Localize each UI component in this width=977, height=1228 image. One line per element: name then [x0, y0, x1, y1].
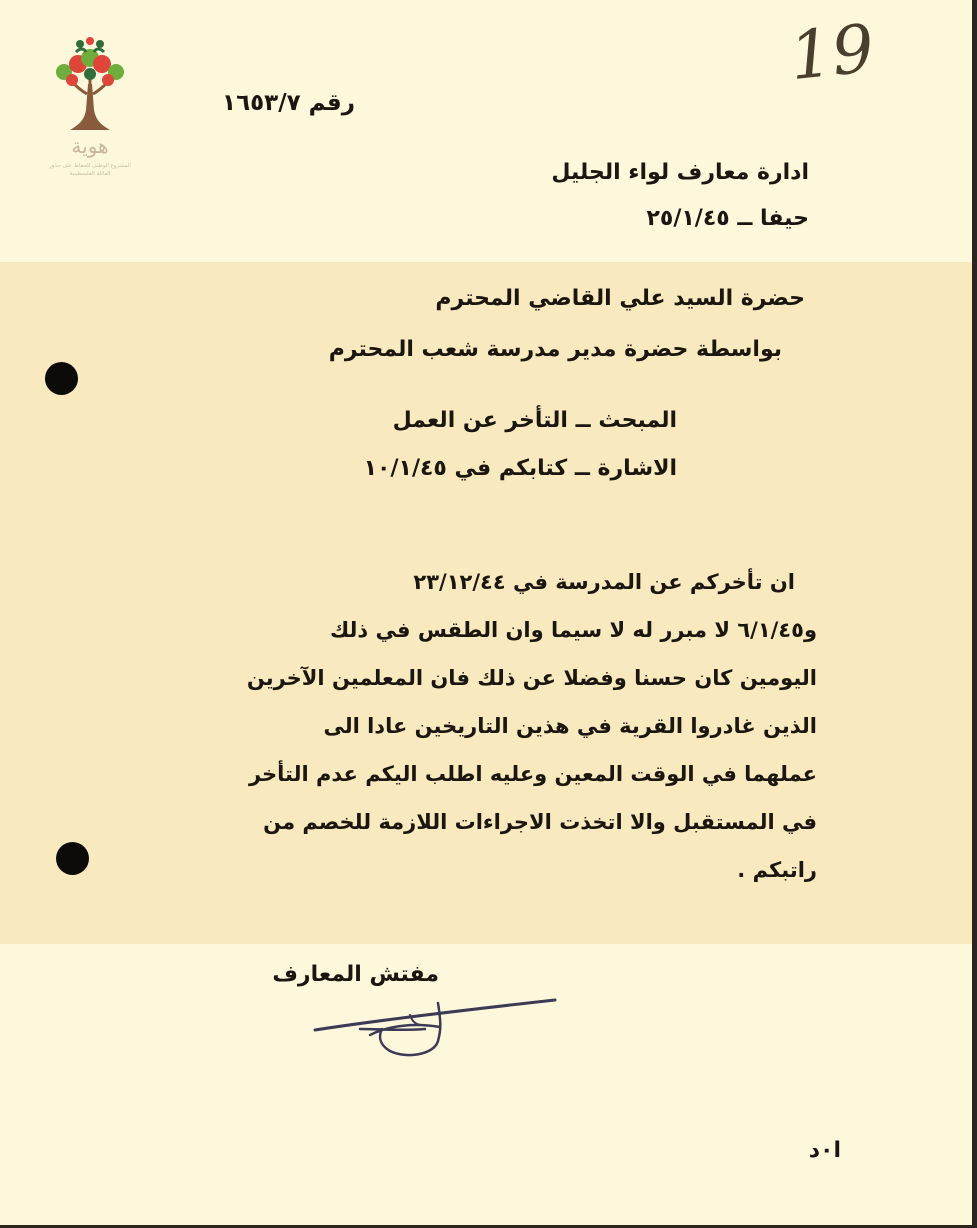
- scan-edge-right: [972, 0, 977, 1228]
- logo-tagline: المشروع الوطني للحفاظ على جذور العائلة الفلسطينية: [49, 163, 131, 177]
- addressee: حضرة السيد علي القاضي المحترم: [435, 286, 805, 311]
- via-line: بواسطة حضرة مدير مدرسة شعب المحترم: [328, 337, 782, 362]
- letter-body: [247, 558, 817, 894]
- subject-line: المبحث ــ التأخر عن العمل: [392, 408, 677, 433]
- place-and-date: حيفا ــ ٢٥/١/٤٥: [646, 206, 809, 231]
- punch-hole-bottom: [56, 842, 89, 875]
- reference-line: الاشارة ــ كتابكم في ١٠/١/٤٥: [363, 456, 677, 481]
- body-line: راتبكم .: [737, 858, 817, 882]
- body-line: و٦/١/٤٥ لا مبرر له لا سيما وان الطقس في ذلك: [329, 618, 817, 642]
- punch-hole-top: [45, 362, 78, 395]
- reference-number: رقم ١٦٥٣/٧: [222, 90, 355, 116]
- signatory-title: مفتش المعارف: [272, 962, 439, 987]
- archive-logo: [40, 34, 140, 184]
- body-line: اليومين كان حسنا وفضلا عن ذلك فان المعلمين الآخرين: [246, 666, 817, 690]
- tree-family-icon: [40, 34, 140, 134]
- handwritten-page-number: 19: [786, 9, 878, 96]
- handwritten-signature: [300, 985, 570, 1065]
- footer-initials: ا٠د: [808, 1138, 841, 1163]
- body-line: ان تأخركم عن المدرسة في ٢٣/١٢/٤٤: [413, 570, 795, 594]
- body-line: الذين غادروا القرية في هذين التاريخين عادا الى: [323, 714, 817, 738]
- logo-name: هوية: [71, 134, 109, 158]
- body-line: في المستقبل والا اتخذت الاجراءات اللازمة للخصم من: [263, 810, 817, 834]
- issuing-office: ادارة معارف لواء الجليل: [551, 160, 809, 185]
- body-line: عملهما في الوقت المعين وعليه اطلب اليكم عدم التأخر: [248, 762, 817, 786]
